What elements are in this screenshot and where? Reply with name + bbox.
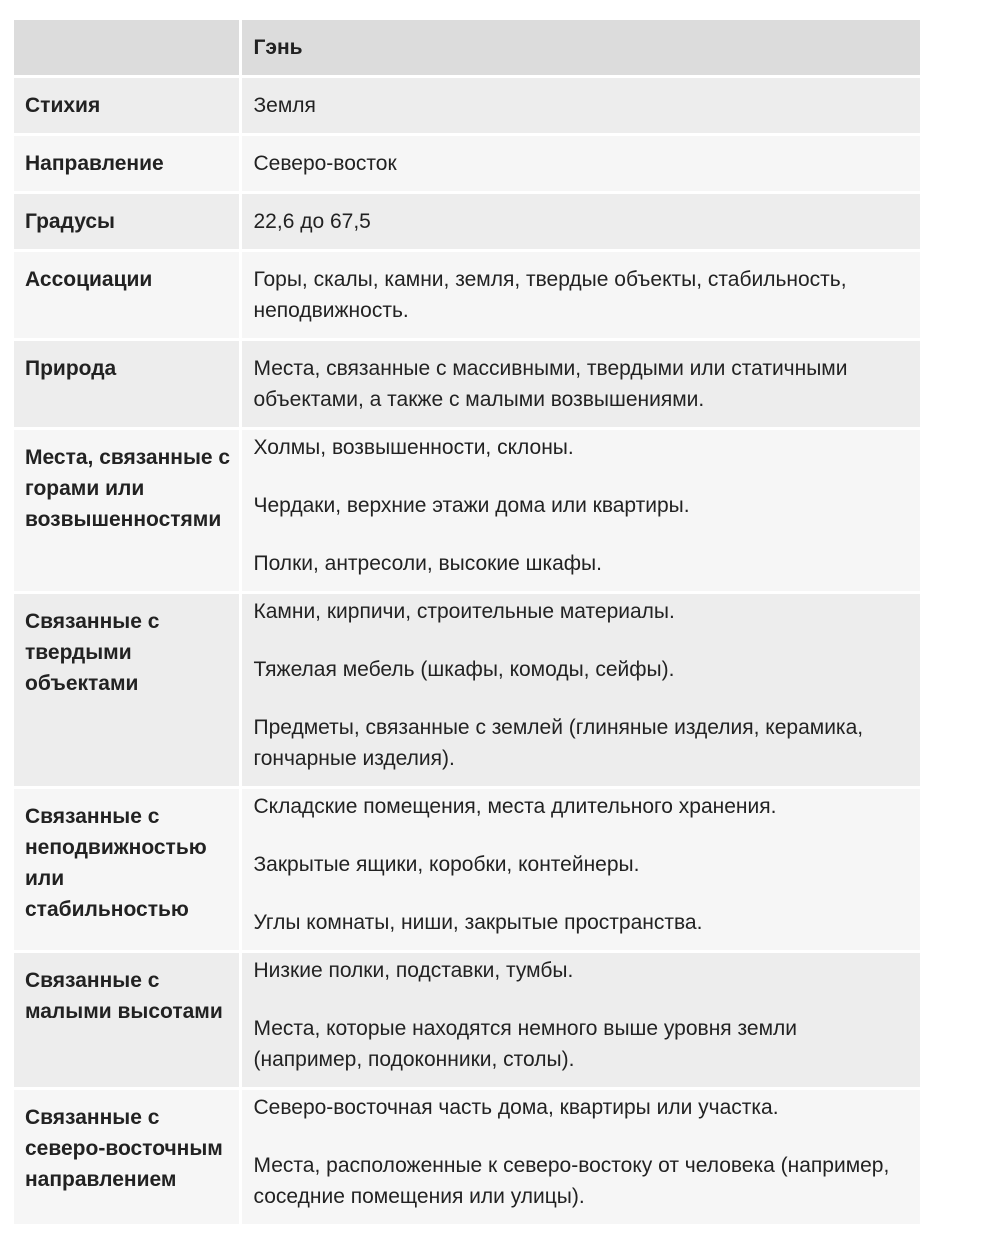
row-value [240, 593, 920, 788]
row-label: Связанные с малыми высотами [14, 952, 240, 1089]
row-label: Градусы [14, 193, 240, 251]
row-value-paragraph: Закрытые ящики, коробки, контейнеры. [253, 853, 640, 876]
row-value-paragraph: Предметы, связанные с землей (глиняные изделия, керамика, гончарные изделия). [253, 716, 864, 770]
row-label: Ассоциации [14, 251, 240, 340]
row-value-paragraph: Земля [253, 94, 316, 117]
row-value [240, 340, 920, 429]
row-value-paragraph: Холмы, возвышенности, склоны. [253, 436, 574, 459]
document-table-container [14, 20, 920, 1227]
table-row [14, 340, 920, 429]
row-value-paragraph: Складские помещения, места длительного хранения. [253, 795, 777, 818]
row-value-paragraph: Северо-восток [253, 152, 397, 175]
row-value [240, 788, 920, 952]
table-row [14, 77, 920, 135]
row-value-paragraph: Северо-восточная часть дома, квартиры или участка. [253, 1096, 779, 1119]
row-value-paragraph: Чердаки, верхние этажи дома или квартиры. [253, 494, 690, 517]
row-value-paragraph: Горы, скалы, камни, земля, твердые объекты, стабильность, неподвижность. [253, 268, 847, 322]
table-row [14, 193, 920, 251]
row-value [240, 952, 920, 1089]
row-value [240, 77, 920, 135]
header-corner-cell [14, 20, 240, 77]
table-row [14, 593, 920, 788]
row-value-paragraph: Места, связанные с массивными, твердыми или статичными объектами, а также с малыми возвышениями. [253, 357, 848, 411]
row-label: Связанные с твердыми объектами [14, 593, 240, 788]
row-value [240, 193, 920, 251]
row-value-paragraph: Места, которые находятся немного выше уровня земли (например, подоконники, столы). [253, 1017, 797, 1071]
row-value-paragraph: Полки, антресоли, высокие шкафы. [253, 552, 602, 575]
row-value-paragraph: Камни, кирпичи, строительные материалы. [253, 600, 675, 623]
table-row [14, 135, 920, 193]
table-header-row [14, 20, 920, 77]
row-value [240, 135, 920, 193]
table-body [14, 77, 920, 1226]
row-value-paragraph: Углы комнаты, ниши, закрытые пространства. [253, 911, 703, 934]
row-label: Стихия [14, 77, 240, 135]
row-value [240, 429, 920, 593]
header-title-cell: Гэнь [253, 36, 303, 59]
table-row [14, 251, 920, 340]
table-row [14, 788, 920, 952]
row-label: Природа [14, 340, 240, 429]
row-value-paragraph: Низкие полки, подставки, тумбы. [253, 959, 574, 982]
row-value-paragraph: 22,6 до 67,5 [253, 210, 371, 233]
row-value-paragraph: Места, расположенные к северо-востоку от человека (например, соседние помещения или улицы). [253, 1154, 890, 1208]
table-row [14, 952, 920, 1089]
row-value [240, 1089, 920, 1226]
row-label: Направление [14, 135, 240, 193]
row-value-paragraph: Тяжелая мебель (шкафы, комоды, сейфы). [253, 658, 675, 681]
row-value [240, 251, 920, 340]
gen-trigram-table [14, 20, 920, 1227]
table-row [14, 1089, 920, 1226]
row-label: Связанные с неподвижностью или стабильностью [14, 788, 240, 952]
table-row [14, 429, 920, 593]
row-label: Связанные с северо-восточным направлением [14, 1089, 240, 1226]
row-label: Места, связанные с горами или возвышенностями [14, 429, 240, 593]
